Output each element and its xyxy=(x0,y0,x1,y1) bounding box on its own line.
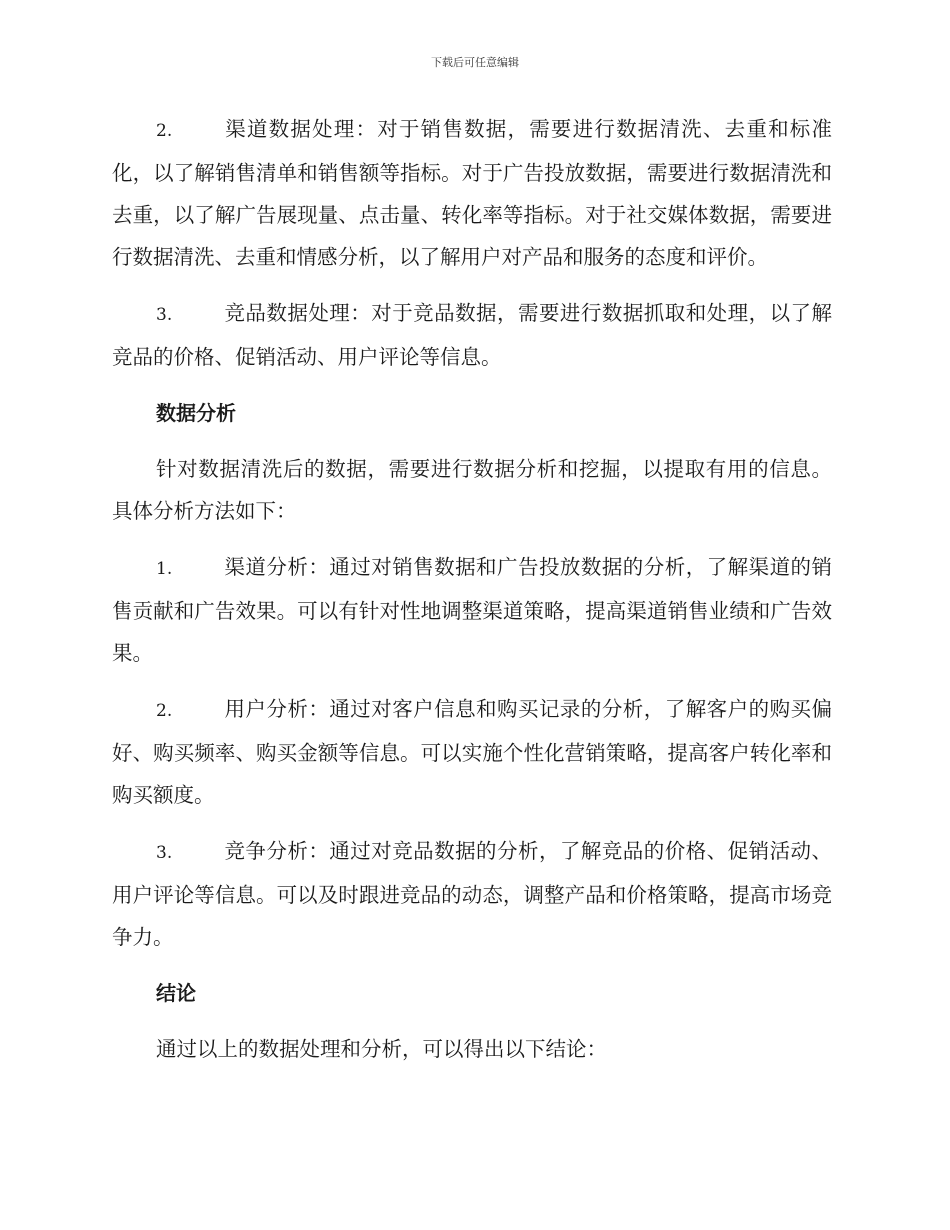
section-intro-conclusion: 通过以上的数据处理和分析，可以得出以下结论： xyxy=(156,1037,607,1061)
list-item xyxy=(112,546,832,674)
list-item xyxy=(112,108,832,278)
list-item-number: 2. xyxy=(156,701,173,721)
section-heading-conclusion: 结论 xyxy=(156,981,196,1005)
list-item-text: 竞争分析：通过对竞品数据的分析，了解竞品的价格、促销活动、用户评论等信息。可以及时跟进竞品的动态，调整产品和价格策略，提高市场竞争力。 xyxy=(112,839,832,949)
list-item xyxy=(112,292,832,378)
list-item xyxy=(112,830,832,958)
section-heading-analysis: 数据分析 xyxy=(156,401,236,425)
list-item-number: 2. xyxy=(156,121,173,141)
list-item-text: 用户分析：通过对客户信息和购买记录的分析，了解客户的购买偏好、购买频率、购买金额等信息。可以实施个性化营销策略，提高客户转化率和购买额度。 xyxy=(112,697,832,807)
list-item xyxy=(112,688,832,816)
document-body xyxy=(112,108,832,1084)
section-intro-analysis: 针对数据清洗后的数据，需要进行数据分析和挖掘，以提取有用的信息。具体分析方法如下： xyxy=(112,457,832,523)
list-item-text: 竞品数据处理：对于竞品数据，需要进行数据抓取和处理，以了解竞品的价格、促销活动、用户评论等信息。 xyxy=(112,301,832,369)
list-item-number: 3. xyxy=(156,305,173,325)
list-item-text: 渠道数据处理：对于销售数据，需要进行数据清洗、去重和标准化，以了解销售清单和销售额等指标。对于广告投放数据，需要进行数据清洗和去重，以了解广告展现量、点击量、转化率等指标。对于社交媒体数据，需要进行数据清洗、去重和情感分析，以了解用户对产品和服务的态度和评价。 xyxy=(112,117,832,269)
list-item-number: 1. xyxy=(156,559,173,579)
list-item-text: 渠道分析：通过对销售数据和广告投放数据的分析，了解渠道的销售贡献和广告效果。可以有针对性地调整渠道策略，提高渠道销售业绩和广告效果。 xyxy=(112,555,832,665)
header-note: 下载后可任意编辑 xyxy=(431,56,519,69)
list-item-number: 3. xyxy=(156,843,173,863)
